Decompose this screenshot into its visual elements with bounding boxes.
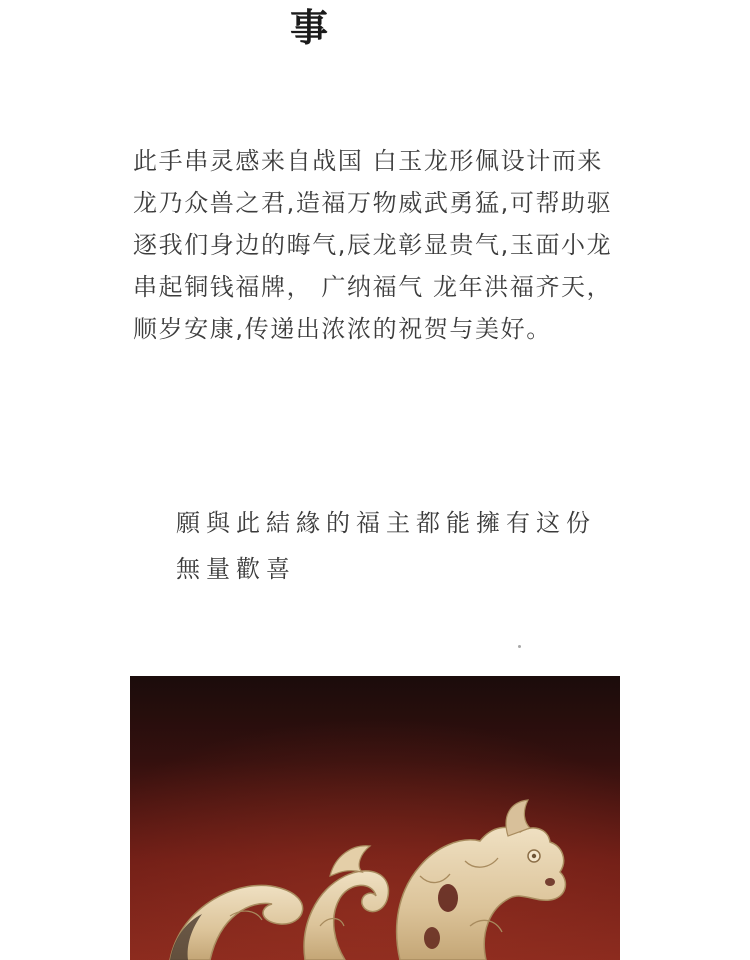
story-line-4: 串起铜钱福牌， 广纳福气 龙年洪福齐天， — [133, 273, 613, 301]
story-line-5: 顺岁安康,传递出浓浓的祝贺与美好。 — [133, 315, 552, 343]
blessing-line-2: 無量歡喜 — [176, 555, 296, 583]
jade-dragon-pendant-photo — [130, 676, 620, 960]
story-line-2: 龙乃众兽之君,造福万物威武勇猛,可帮助驱 — [133, 189, 613, 217]
story-line-1: 此手串灵感来自战国 白玉龙形佩设计而来 — [133, 147, 604, 175]
blessing-line-1: 願與此結緣的福主都能擁有这份 — [176, 509, 596, 537]
jade-dragon-pendant-image — [130, 676, 620, 960]
story-line-3: 逐我们身边的晦气,辰龙彰显贵气,玉面小龙 — [133, 231, 613, 259]
section-heading-char: 事 — [290, 5, 329, 50]
blessing-calligraphy — [176, 500, 636, 592]
decorative-speck — [518, 645, 521, 648]
story-paragraph — [133, 140, 633, 350]
